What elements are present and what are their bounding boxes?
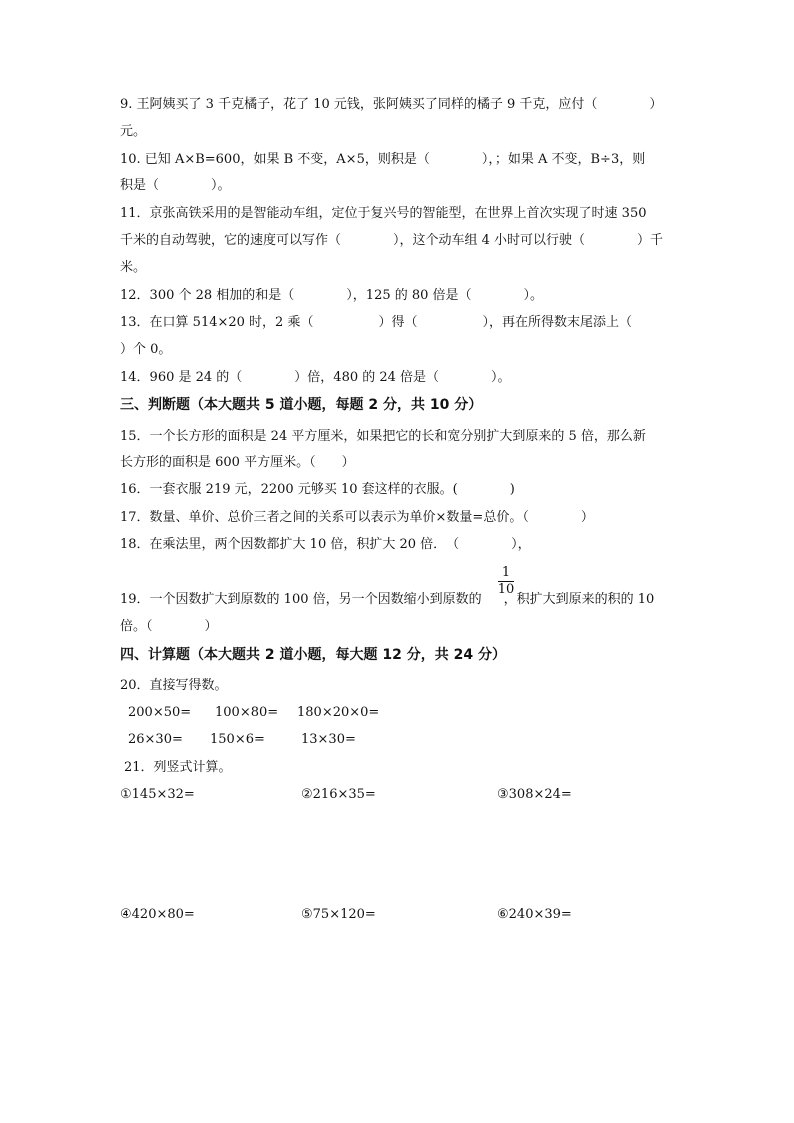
question-10-line-1: 10. 已知 A×B=600，如果 B 不变，A×5，则积是（ ），；如果 A 不变，B÷3，则 <box>120 152 646 167</box>
question-19-text-a: 19．一个因数扩大到原数的 100 倍，另一个因数缩小到原数的 <box>120 592 482 607</box>
question-12: 12．300 个 28 相加的和是（ ），125 的 80 倍是（ ）。 <box>120 288 544 303</box>
q21-item-2: ②216×35= <box>301 787 376 802</box>
question-19-line-2: 倍。（ ） <box>120 619 218 634</box>
q20-item-4: 26×30= <box>128 732 183 747</box>
q21-item-6: ⑥240×39= <box>497 907 572 922</box>
section-4-title: 四、计算题（本大题共 2 道小题，每大题 12 分，共 24 分） <box>120 647 506 663</box>
section-3-title: 三、判断题（本大题共 5 道小题，每题 2 分，共 10 分） <box>120 397 483 413</box>
question-19-line-1 <box>120 591 654 609</box>
q20-item-2: 100×80= <box>215 705 279 720</box>
fraction-denominator: 10 <box>497 582 515 597</box>
q20-item-1: 200×50= <box>128 705 192 720</box>
q20-item-6: 13×30= <box>301 732 356 747</box>
q21-item-4: ④420×80= <box>120 907 195 922</box>
question-9-line-1: 9. 王阿姨买了 3 千克橘子，花了 10 元钱，张阿姨买了同样的橘子 9 千克，应付（ ） <box>120 97 663 112</box>
fraction-numerator: 1 <box>501 565 511 580</box>
q21-item-5: ⑤75×120= <box>301 907 376 922</box>
question-15-line-2: 长方形的面积是 600 平方厘米。（ ） <box>120 455 355 470</box>
question-20: 20．直接写得数。 <box>120 678 228 693</box>
question-15-line-1: 15．一个长方形的面积是 24 平方厘米，如果把它的长和宽分别扩大到原来的 5 倍，那么新 <box>120 429 646 444</box>
question-9-line-2: 元。 <box>120 124 147 139</box>
q20-item-3: 180×20×0= <box>297 705 380 720</box>
question-21: 21．列竖式计算。 <box>124 760 232 775</box>
question-19-text-b: ，积扩大到原来的积的 10 <box>503 592 655 607</box>
question-11-line-1: 11．京张高铁采用的是智能动车组，定位于复兴号的智能型，在世界上首次实现了时速 350 <box>120 206 647 221</box>
question-16: 16．一套衣服 219 元，2200 元够买 10 套这样的衣服。( ) <box>120 482 515 497</box>
question-11-line-3: 米。 <box>120 260 147 275</box>
question-10-line-2: 积是（ ）。 <box>120 178 231 193</box>
q20-item-5: 150×6= <box>210 732 265 747</box>
q21-item-3: ③308×24= <box>497 787 572 802</box>
question-14: 14．960 是 24 的（ ）倍，480 的 24 倍是（ ）。 <box>120 370 511 385</box>
question-11-line-2: 千米的自动驾驶，它的速度可以写作（ ），这个动车组 4 小时可以行驶（ ）千 <box>120 233 664 248</box>
question-13-line-2: ）个 0。 <box>120 342 172 357</box>
question-18: 18．在乘法里，两个因数都扩大 10 倍，积扩大 20 倍． （ ）， <box>120 537 531 552</box>
question-13-line-1: 13．在口算 514×20 时，2 乘（ ）得（ ），再在所得数末尾添上（ <box>120 315 632 330</box>
question-17: 17．数量、单价、总价三者之间的关系可以表示为单价×数量=总价。（ ） <box>120 510 594 525</box>
q21-item-1: ①145×32= <box>120 787 195 802</box>
question-19-fraction <box>496 566 516 597</box>
